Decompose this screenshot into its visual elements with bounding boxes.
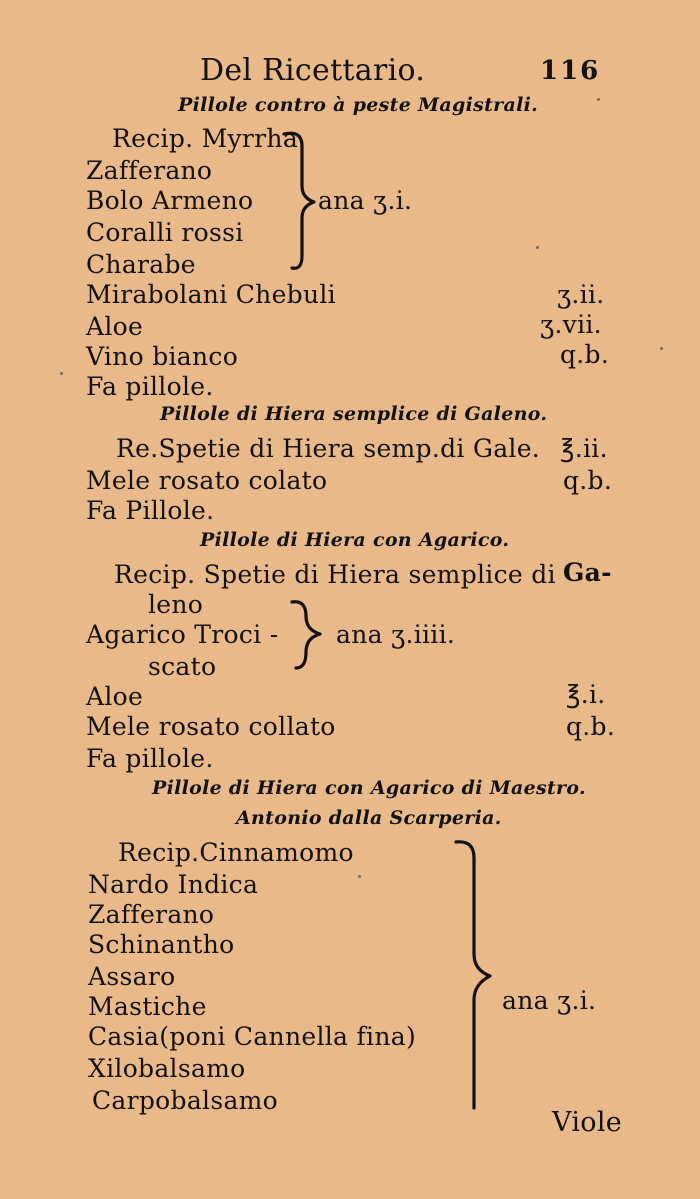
ingredient-line: Mirabolani Chebuli — [86, 280, 336, 309]
ingredient-line: leno — [148, 590, 204, 619]
dose-value: q.b. — [560, 340, 610, 369]
ingredient-line: Recip. Spetie di Hiera semplice di — [114, 560, 556, 589]
dose-value: ℥.ii. — [560, 434, 608, 463]
ingredient-line: Zafferano — [86, 156, 213, 185]
ink-speck — [536, 246, 539, 249]
ingredient-line: Casia(poni Cannella fina) — [88, 1022, 416, 1051]
section-4-subtitle: Antonio dalla Scarperia. — [236, 807, 502, 829]
group-dose: ana ʒ.iiii. — [336, 620, 456, 649]
section-3-title: Pillole di Hiera con Agarico. — [200, 529, 510, 551]
ingredient-line: Assaro — [88, 962, 176, 991]
ingredient-line: scato — [148, 652, 217, 681]
closing-line: Fa pillole. — [86, 372, 214, 401]
group-dose: ana ʒ.i. — [318, 186, 413, 215]
ingredient-line: Re.Spetie di Hiera semp.di Gale. — [116, 434, 541, 463]
catchword: Viole — [552, 1107, 623, 1138]
closing-line: Fa pillole. — [86, 744, 214, 773]
ink-speck — [597, 98, 600, 101]
section-2-title: Pillole di Hiera semplice di Galeno. — [160, 403, 548, 425]
dose-value: ℥.i. — [566, 680, 606, 709]
ingredient-line: Mastiche — [88, 992, 207, 1021]
ingredient-line: Bolo Armeno — [86, 186, 254, 215]
ingredient-line: Xilobalsamo — [88, 1054, 246, 1083]
brace-2 — [290, 596, 334, 676]
group-dose: ana ʒ.i. — [502, 986, 597, 1015]
ingredient-line: Carpobalsamo — [92, 1086, 279, 1115]
dose-value: q.b. — [563, 466, 613, 495]
ingredient-line: Mele rosato colato — [86, 466, 328, 495]
page-number: 116 — [540, 56, 601, 86]
dose-value: q.b. — [566, 712, 616, 741]
ingredient-line: Recip. Myrrha — [112, 124, 299, 153]
ingredient-line: Agarico Troci - — [86, 620, 279, 649]
section-1-title: Pillole contro à peste Magistrali. — [178, 94, 539, 116]
ingredient-line: Vino bianco — [86, 342, 239, 371]
ingredient-line: Nardo Indica — [88, 870, 259, 899]
closing-line: Fa Pillole. — [86, 496, 215, 525]
ingredient-line: Mele rosato collato — [86, 712, 336, 741]
section-4-title: Pillole di Hiera con Agarico di Maestro. — [152, 777, 586, 799]
ingredient-line: Zafferano — [88, 900, 215, 929]
ink-speck — [660, 347, 663, 350]
ingredient-line: Schinantho — [88, 930, 235, 959]
ingredient-line: Recip.Cinnamomo — [118, 838, 354, 867]
ingredient-line: Charabe — [86, 250, 196, 279]
dose-value: ʒ.vii. — [540, 310, 602, 339]
brace-3 — [452, 836, 508, 1120]
running-head: Del Ricettario. — [200, 53, 426, 88]
ink-speck — [60, 372, 63, 375]
ingredient-line: Coralli rossi — [86, 218, 244, 247]
ingredient-line: Aloe — [86, 682, 144, 711]
hyphenated-word: Ga- — [563, 558, 612, 587]
ink-speck — [358, 875, 361, 878]
ingredient-line: Aloe — [86, 312, 144, 341]
dose-value: ʒ.ii. — [557, 280, 605, 309]
